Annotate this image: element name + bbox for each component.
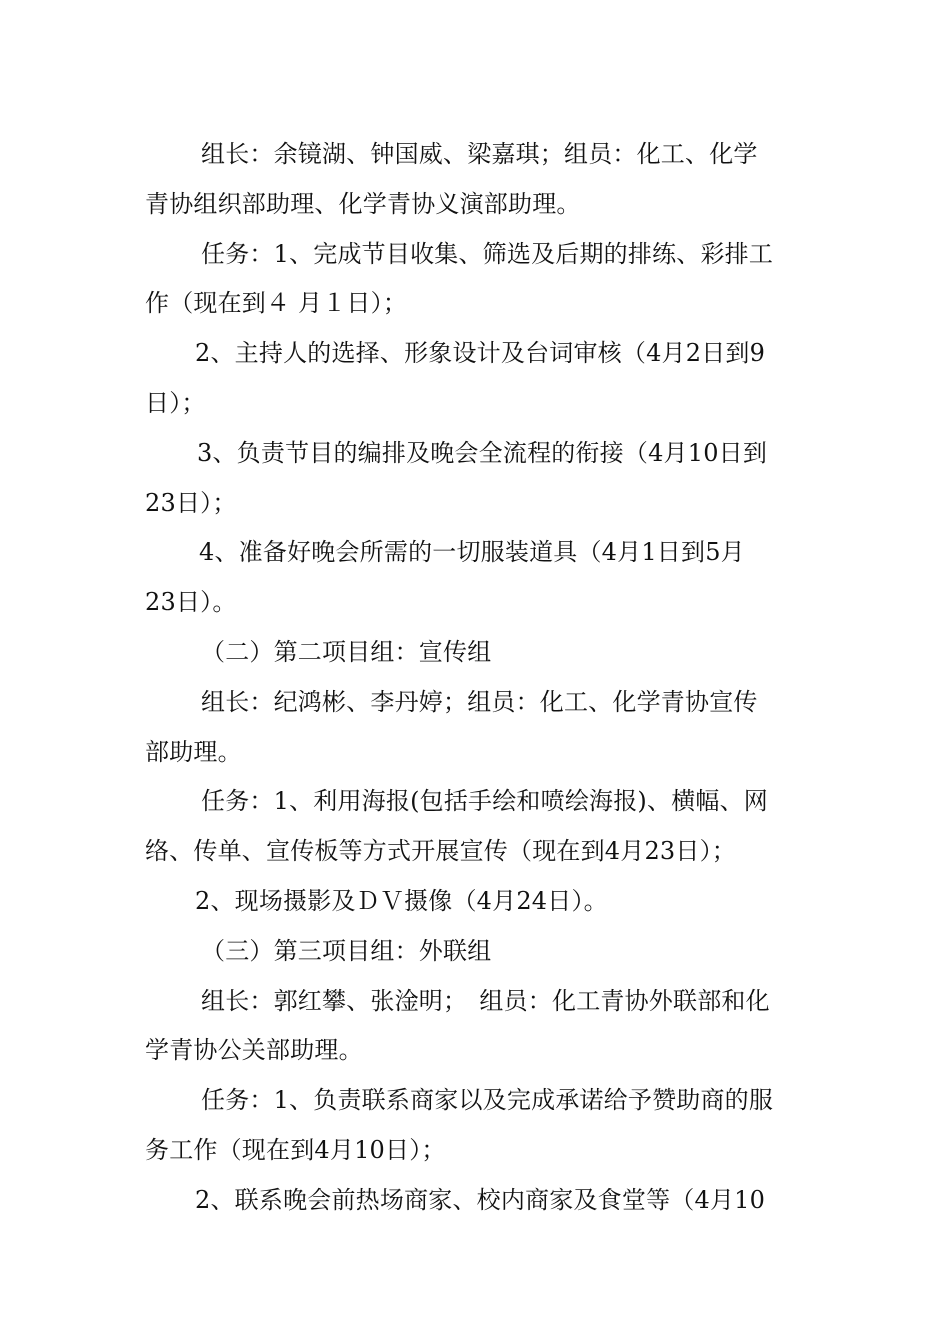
section-heading: （三）第三项目组：外联组 (201, 936, 492, 965)
paragraph-line: 日）； (145, 388, 206, 417)
document-body (145, 130, 810, 1226)
paragraph-line: 部助理。 (145, 737, 242, 766)
section-heading: （二）第二项目组：宣传组 (201, 637, 492, 666)
paragraph-line: 2、主持人的选择、形象设计及台词审核（4月2日到9 (195, 339, 766, 368)
paragraph-line: 组长：余镜湖、钟国威、梁嘉琪；组员：化工、化学 (201, 140, 758, 168)
paragraph-line: 络、传单、宣传板等方式开展宣传（现在到4月23日）； (145, 837, 737, 866)
paragraph-line: 任务：1、完成节目收集、筛选及后期的排练、彩排工 (201, 239, 774, 268)
paragraph-line: 3、负责节目的编排及晚会全流程的衔接（4月10日到 (197, 438, 768, 467)
paragraph-line: 组长：纪鸿彬、李丹婷；组员：化工、化学青协宣传 (201, 687, 758, 716)
paragraph-line: 学青协公关部助理。 (145, 1036, 363, 1065)
paragraph-line: 23日）。 (145, 588, 237, 617)
paragraph-line: 4、准备好晚会所需的一切服装道具（4月1日到5月 (199, 538, 745, 567)
paragraph-line: 2、现场摄影及ＤＶ摄像（4月24日）。 (195, 886, 608, 915)
paragraph-line: 任务：1、利用海报(包括手绘和喷绘海报)、横幅、网 (201, 787, 768, 816)
paragraph-line: 作（现在到４ 月１日）； (145, 289, 408, 318)
paragraph-line: 任务：1、负责联系商家以及完成承诺给予赞助商的服 (201, 1086, 774, 1115)
paragraph-line: 务工作（现在到4月10日）； (145, 1135, 446, 1164)
paragraph-line: 23日）； (145, 488, 237, 517)
paragraph-line: 2、联系晚会前热场商家、校内商家及食堂等（4月10 (195, 1185, 766, 1214)
paragraph-line: 青协组织部助理、化学青协义演部助理。 (145, 189, 581, 218)
paragraph-line: 组长：郭红攀、张淦明； 组员：化工青协外联部和化 (201, 986, 770, 1015)
